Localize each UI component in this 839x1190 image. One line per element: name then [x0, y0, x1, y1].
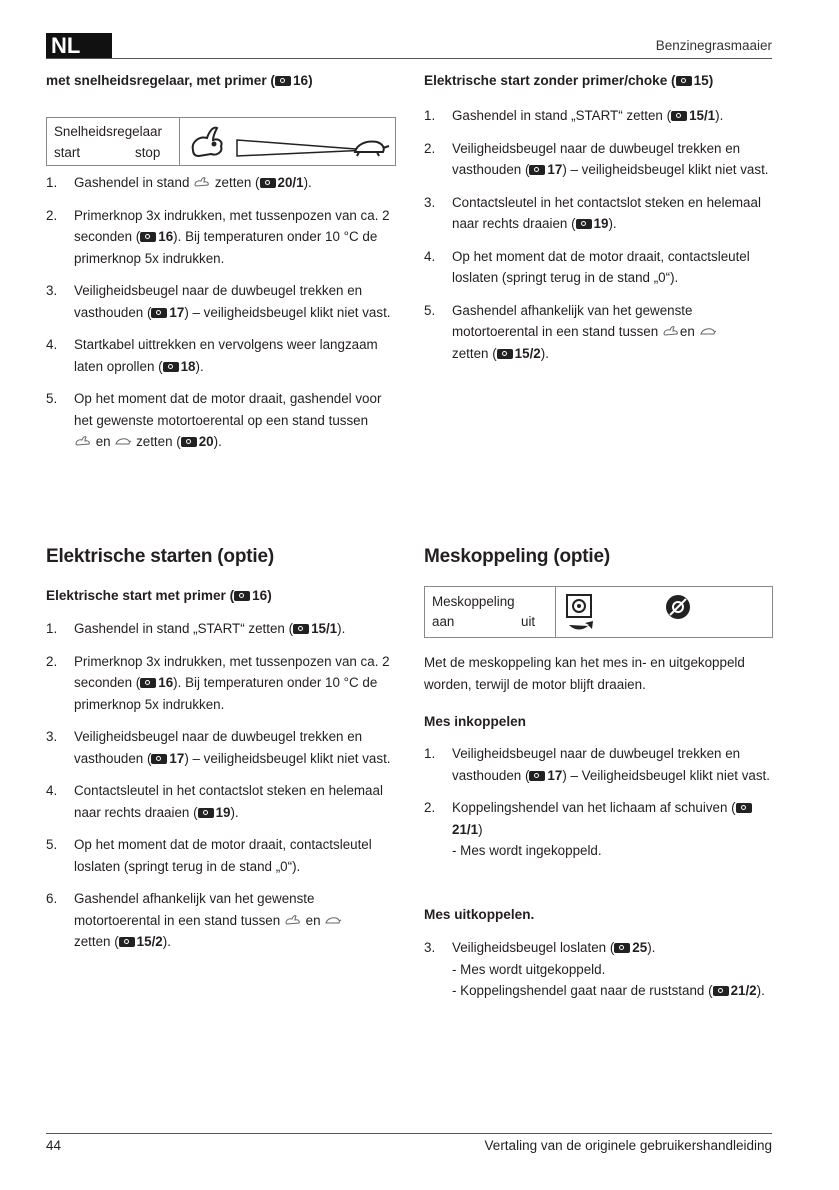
camera-icon	[713, 986, 729, 996]
blade-disengage-steps	[424, 937, 784, 1002]
list-item: 5. Gashendel afhankelijk van het gewenste motortoerental in een stand tussen en zetten ( 15/2).	[424, 300, 774, 365]
list-item: 2. Koppelingshendel van het lichaam af schuiven (21/1) - Mes wordt ingekoppeld.	[424, 797, 774, 862]
camera-icon	[676, 76, 692, 86]
hare-icon	[662, 325, 680, 337]
camera-icon	[260, 178, 276, 188]
hare-icon	[284, 914, 302, 926]
list-item: 4. Startkabel uittrekken en vervolgens weer langzaam laten oprollen ( 18).	[46, 337, 378, 374]
camera-icon	[736, 803, 752, 813]
camera-icon	[293, 624, 309, 634]
speed-regulator-table	[46, 117, 396, 166]
list-item: 1. Veiligheidsbeugel naar de duwbeugel trekken en vasthouden ( 17) – Veiligheidsbeugel klikt niet vast.	[424, 746, 771, 783]
list-item: 2. Veiligheidsbeugel naar de duwbeugel trekken en vasthouden ( 17) – veiligheidsbeugel klikt niet vast.	[424, 140, 769, 177]
blade-table-label: Meskoppeling	[432, 594, 515, 609]
list-item: 4. Op het moment dat de motor draait, contactsleutel loslaten (springt terug in de stand „0“).	[424, 248, 750, 285]
turtle-icon	[699, 325, 717, 337]
camera-icon	[576, 219, 592, 229]
turtle-icon	[355, 141, 389, 156]
list-item: 5. Op het moment dat de motor draait, gashendel voor het gewenste motortoerental op een stand tussen en zetten ( 20).	[46, 391, 382, 449]
speed-section-heading: met snelheidsregelaar, met primer ( 16)	[46, 73, 313, 88]
hare-icon	[193, 128, 222, 156]
speed-graphic	[187, 122, 392, 162]
speed-table-start: start	[54, 145, 81, 160]
camera-icon	[181, 437, 197, 447]
speed-wedge	[237, 140, 369, 156]
blade-table-on: aan	[432, 614, 455, 629]
camera-icon	[234, 591, 250, 601]
blade-engage-icon	[563, 593, 597, 633]
blade-engage-steps	[424, 743, 774, 862]
camera-icon	[140, 678, 156, 688]
footer-text: Vertaling van de originele gebruikershandleiding	[484, 1138, 772, 1153]
list-item: 3. Contactsleutel in het contactslot steken en helemaal naar rechts draaien ( 19).	[424, 194, 761, 231]
hare-icon	[193, 176, 211, 188]
speed-steps	[46, 172, 396, 453]
estart-steps	[46, 618, 396, 953]
list-item: 2. Primerknop 3x indrukken, met tussenpozen van ca. 2 seconden ( 16). Bij temperaturen onder 10 °C de primerknop 5x indrukken.	[46, 207, 390, 266]
camera-icon	[151, 754, 167, 764]
blade-engage-title: Mes inkoppelen	[424, 714, 526, 729]
camera-icon	[275, 76, 291, 86]
camera-icon	[198, 808, 214, 818]
camera-icon	[671, 111, 687, 121]
header-rule	[46, 58, 772, 59]
footer-rule	[46, 1133, 772, 1134]
blade-clutch-table	[424, 586, 773, 638]
camera-icon	[151, 308, 167, 318]
camera-icon	[140, 232, 156, 242]
list-item: 1. Gashendel in stand zetten ( 20/1).	[46, 175, 312, 190]
list-item: 2. Primerknop 3x indrukken, met tussenpozen van ca. 2 seconden ( 16). Bij temperaturen onder 10 °C de primerknop 5x indrukken.	[46, 653, 390, 712]
blade-disengage-icon	[663, 593, 693, 623]
list-item: 3. Veiligheidsbeugel loslaten ( 25). - Mes wordt uitgekoppeld. - Koppelingshendel gaat naar de ruststand ( 21/2).	[424, 940, 765, 998]
list-item: 4. Contactsleutel in het contactslot steken en helemaal naar rechts draaien ( 19).	[46, 783, 383, 820]
camera-icon	[497, 349, 513, 359]
hare-icon	[74, 435, 92, 447]
page-number: 44	[46, 1138, 62, 1153]
estart-title: Elektrische starten (optie)	[46, 546, 274, 567]
blade-table-off: uit	[521, 614, 536, 629]
camera-icon	[614, 943, 630, 953]
camera-icon	[529, 771, 545, 781]
blade-title: Meskoppeling (optie)	[424, 546, 611, 567]
header-title: Benzinegrasmaaier	[655, 38, 772, 53]
blade-intro: Met de meskoppeling kan het mes in- en uitgekoppeld worden, terwijl de motor blijft draaien.	[424, 655, 745, 692]
turtle-icon	[324, 914, 342, 926]
estart-noprimer-steps	[424, 105, 774, 364]
estart-noprimer-heading: Elektrische start zonder primer/choke ( 15)	[424, 73, 714, 88]
list-item: 1. Gashendel in stand „START“ zetten ( 15/1).	[46, 621, 346, 636]
camera-icon	[163, 362, 179, 372]
blade-disengage-title: Mes uitkoppelen.	[424, 907, 535, 922]
turtle-icon	[114, 435, 132, 447]
list-item: 3. Veiligheidsbeugel naar de duwbeugel trekken en vasthouden ( 17) – veiligheidsbeugel klikt niet vast.	[46, 283, 391, 320]
list-item: 5. Op het moment dat de motor draait, contactsleutel loslaten (springt terug in de stand „0“).	[46, 837, 372, 874]
language-badge: NL	[46, 33, 112, 59]
list-item: 3. Veiligheidsbeugel naar de duwbeugel trekken en vasthouden ( 17) – veiligheidsbeugel klikt niet vast.	[46, 729, 391, 766]
list-item: 1. Gashendel in stand „START“ zetten ( 15/1).	[424, 108, 724, 123]
speed-table-stop: stop	[135, 145, 161, 160]
camera-icon	[119, 937, 135, 947]
list-item: 6. Gashendel afhankelijk van het gewenste motortoerental in een stand tussen en zetten ( 15/2).	[46, 888, 396, 953]
estart-heading: Elektrische start met primer ( 16)	[46, 588, 272, 603]
camera-icon	[529, 165, 545, 175]
speed-table-label: Snelheidsregelaar	[54, 124, 162, 139]
